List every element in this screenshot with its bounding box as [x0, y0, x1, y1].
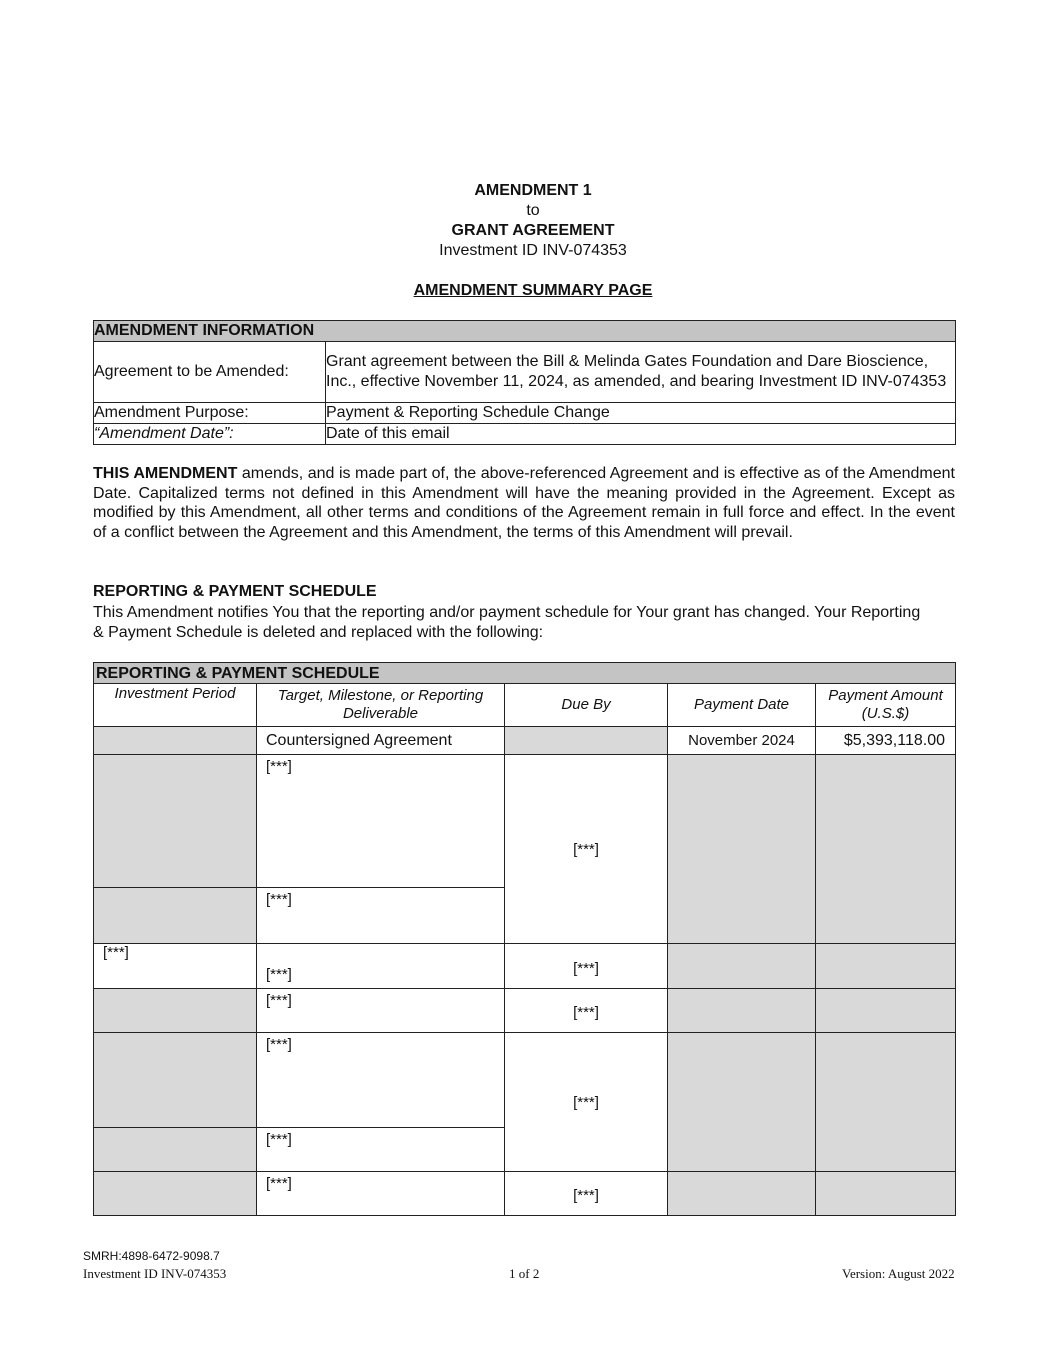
table-cell: [668, 1172, 816, 1216]
amendment-date-value: Date of this email: [326, 424, 956, 445]
redacted-cell: [***]: [505, 1033, 668, 1172]
table-cell: [816, 989, 956, 1033]
version-label: Version: August 2022: [842, 1266, 955, 1281]
redacted-cell: [***]: [257, 1128, 505, 1172]
page-number: 1 of 2: [509, 1266, 540, 1281]
this-amendment-lead: THIS AMENDMENT: [93, 465, 238, 482]
col-deliverable: Target, Milestone, or Reporting Deliverable: [257, 684, 505, 727]
table-cell: [505, 727, 668, 755]
table-cell: [94, 727, 257, 755]
schedule-table-heading: REPORTING & PAYMENT SCHEDULE: [94, 663, 956, 684]
redacted-cell: [***]: [257, 989, 505, 1033]
table-cell: [668, 944, 816, 989]
agreement-value: Grant agreement between the Bill & Melinda Gates Foundation and Dare Bioscience, Inc., effective November 11, 2024, as amended, and bearing Investment ID INV-074353: [326, 342, 956, 403]
table-cell: [94, 888, 257, 944]
payment-schedule-table: [93, 662, 956, 1216]
redacted-cell: [***]: [257, 944, 505, 989]
redacted-cell: [***]: [505, 944, 668, 989]
table-cell: [668, 755, 816, 944]
table-cell: [94, 989, 257, 1033]
table-cell: [816, 1033, 956, 1172]
schedule-section-title: REPORTING & PAYMENT SCHEDULE: [93, 583, 377, 600]
col-payment-date: Payment Date: [668, 684, 816, 727]
document-header: [0, 181, 1055, 261]
table-cell: [816, 1172, 956, 1216]
redacted-cell: [***]: [505, 989, 668, 1033]
col-investment-period: Investment Period: [94, 684, 257, 727]
table-cell: [94, 755, 257, 888]
amendment-body-paragraph: [93, 464, 955, 542]
table-cell: [816, 944, 956, 989]
first-payment-amount-cell: $5,393,118.00: [816, 727, 956, 755]
amendment-info-table: [93, 320, 956, 445]
amendment-title: AMENDMENT 1: [474, 182, 592, 199]
table-cell: [668, 989, 816, 1033]
redacted-cell: [***]: [257, 1172, 505, 1216]
grant-agreement-title: GRANT AGREEMENT: [451, 222, 615, 239]
redacted-cell: [***]: [257, 1033, 505, 1128]
document-code: SMRH:4898-6472-9098.7: [83, 1249, 220, 1263]
footer-investment-id: Investment ID INV-074353: [83, 1266, 227, 1281]
table-cell: [94, 1128, 257, 1172]
summary-page-title: AMENDMENT SUMMARY PAGE: [413, 282, 653, 299]
redacted-cell: [***]: [505, 755, 668, 944]
table-cell: [94, 1033, 257, 1128]
redacted-cell: [***]: [505, 1172, 668, 1216]
purpose-label: Amendment Purpose:: [94, 403, 326, 424]
table-cell: [668, 1033, 816, 1172]
countersigned-agreement-cell: Countersigned Agreement: [257, 727, 505, 755]
redacted-cell: [***]: [257, 755, 505, 888]
header-investment-id: Investment ID INV-074353: [439, 242, 627, 259]
redacted-cell: [***]: [94, 944, 257, 989]
header-to: to: [526, 202, 540, 219]
table-cell: [816, 755, 956, 944]
first-payment-date-cell: November 2024: [668, 727, 816, 755]
amendment-info-heading: AMENDMENT INFORMATION: [94, 321, 956, 342]
agreement-label: Agreement to be Amended:: [94, 342, 326, 403]
amendment-date-label: “Amendment Date”:: [94, 424, 326, 445]
redacted-cell: [***]: [257, 888, 505, 944]
schedule-section-intro: This Amendment notifies You that the reporting and/or payment schedule for Your grant has changed. Your Reporting & Payment Schedule is deleted and replaced with the following:: [93, 604, 921, 641]
col-payment-amount: Payment Amount (U.S.$): [816, 684, 956, 727]
body-text: amends, and is made part of, the above-referenced Agreement and is effective as of the Amendment Date. Capitalized terms not defined in this Amendment will have the meaning provided in the Agreement. Except as modified by this Amendment, all other terms and conditions of the Agreement remain in full force and effect. In the event of a conflict between the Agreement and this Amendment, the terms of this Amendment will prevail.: [93, 465, 955, 541]
purpose-value: Payment & Reporting Schedule Change: [326, 403, 956, 424]
table-cell: [94, 1172, 257, 1216]
col-due-by: Due By: [505, 684, 668, 727]
